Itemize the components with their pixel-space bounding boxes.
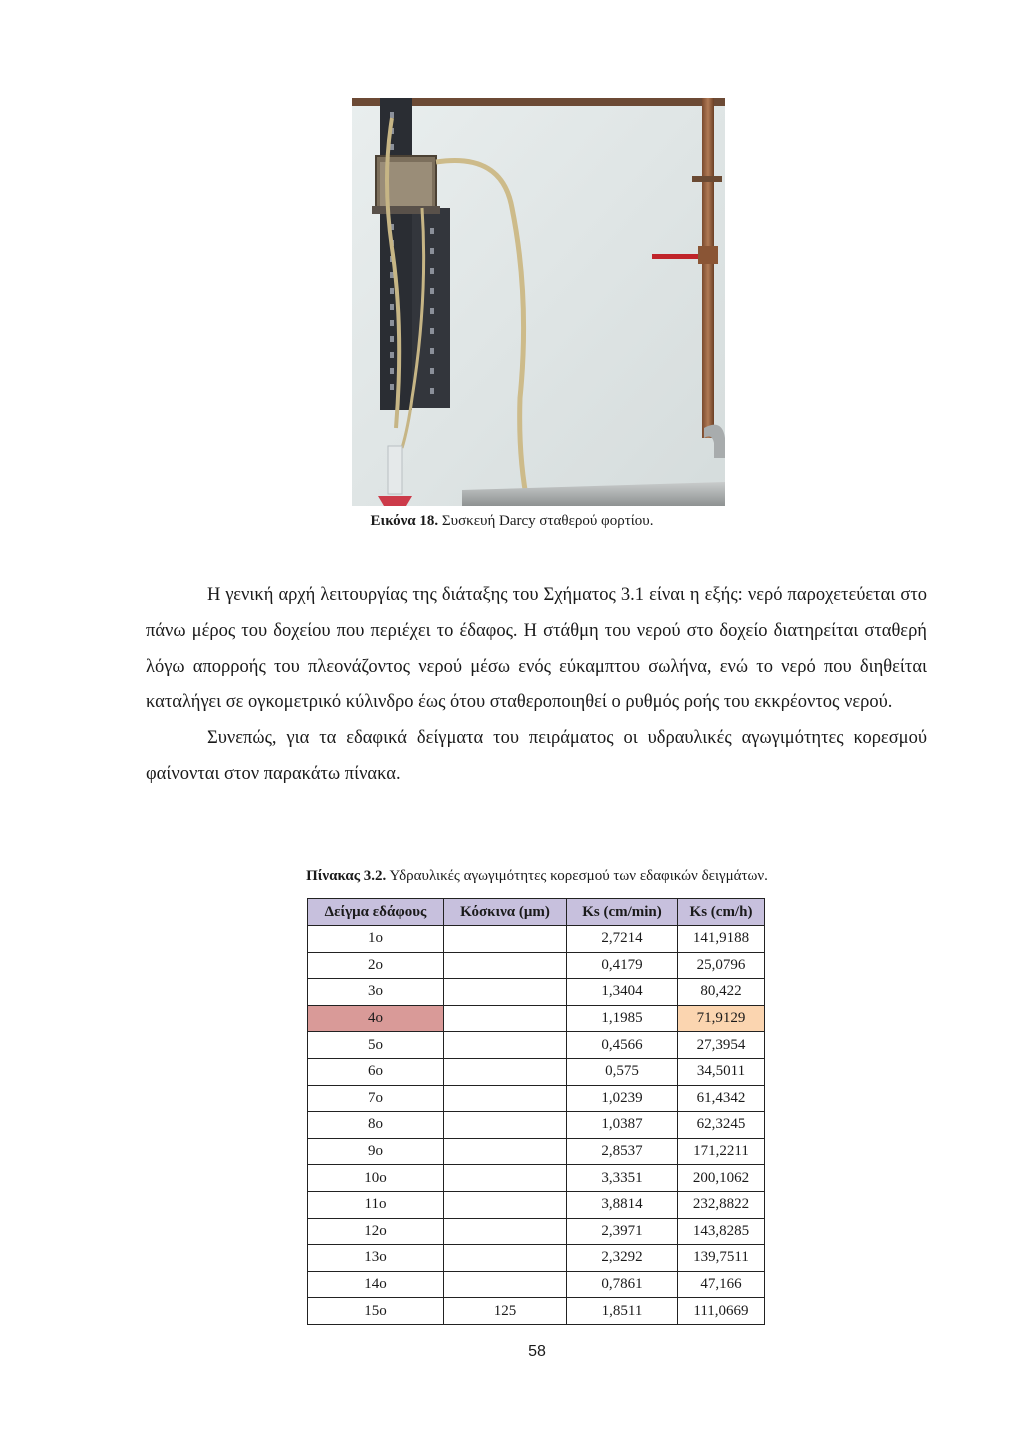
cell-ks-h: 139,7511 xyxy=(678,1245,765,1272)
table-row xyxy=(308,1058,765,1085)
table-row xyxy=(308,1245,765,1272)
cell-ks-h: 141,9188 xyxy=(678,926,765,953)
cell-ks-min: 0,4566 xyxy=(567,1032,678,1059)
cell-sample: 11ο xyxy=(308,1191,444,1218)
cell-ks-min: 2,3971 xyxy=(567,1218,678,1245)
darcy-apparatus-photo xyxy=(352,98,725,506)
figure-caption-text: Συσκευή Darcy σταθερού φορτίου. xyxy=(441,513,654,529)
table-row xyxy=(308,1138,765,1165)
cell-sample: 10ο xyxy=(308,1165,444,1192)
header-ks-min: Ks (cm/min) xyxy=(567,899,678,926)
cell-sample: 12ο xyxy=(308,1218,444,1245)
table-row xyxy=(308,1032,765,1059)
cell-ks-h: 232,8822 xyxy=(678,1191,765,1218)
cell-sample: 6ο xyxy=(308,1058,444,1085)
cell-ks-h: 27,3954 xyxy=(678,1032,765,1059)
table-caption xyxy=(0,868,1024,885)
cell-sieve xyxy=(444,1271,567,1298)
cell-ks-h: 47,166 xyxy=(678,1271,765,1298)
table-row xyxy=(308,1005,765,1032)
cell-ks-h: 25,0796 xyxy=(678,952,765,979)
cell-ks-h: 61,4342 xyxy=(678,1085,765,1112)
cell-sieve xyxy=(444,1032,567,1059)
cell-sample: 15ο xyxy=(308,1298,444,1325)
cell-sieve xyxy=(444,1085,567,1112)
table-body xyxy=(308,926,765,1325)
page-number: 58 xyxy=(528,1343,546,1360)
cell-ks-min: 0,575 xyxy=(567,1058,678,1085)
table-row xyxy=(308,1112,765,1139)
cell-ks-h: 111,0669 xyxy=(678,1298,765,1325)
header-sample: Δείγμα εδάφους xyxy=(308,899,444,926)
table-caption-text: Υδραυλικές αγωγιμότητες κορεσμού των εδαφικών δειγμάτων. xyxy=(389,868,768,884)
header-sieve: Κόσκινα (μm) xyxy=(444,899,567,926)
cell-sample: 3ο xyxy=(308,979,444,1006)
cell-sample: 4ο xyxy=(308,1005,444,1032)
table-row xyxy=(308,1165,765,1192)
cell-sieve xyxy=(444,979,567,1006)
cell-ks-min: 1,1985 xyxy=(567,1005,678,1032)
cell-sample: 9ο xyxy=(308,1138,444,1165)
table-label: Πίνακας 3.2. xyxy=(306,868,387,884)
cell-ks-min: 1,3404 xyxy=(567,979,678,1006)
cell-ks-h: 71,9129 xyxy=(678,1005,765,1032)
cell-ks-h: 34,5011 xyxy=(678,1058,765,1085)
cell-sieve xyxy=(444,1112,567,1139)
body-text xyxy=(146,578,927,793)
table-row xyxy=(308,952,765,979)
cell-ks-min: 3,3351 xyxy=(567,1165,678,1192)
cell-ks-min: 2,7214 xyxy=(567,926,678,953)
cell-sieve xyxy=(444,952,567,979)
table-header-row xyxy=(308,899,765,926)
cell-ks-min: 2,3292 xyxy=(567,1245,678,1272)
table-row xyxy=(308,1191,765,1218)
cell-sample: 8ο xyxy=(308,1112,444,1139)
cell-ks-h: 143,8285 xyxy=(678,1218,765,1245)
table-row xyxy=(308,1298,765,1325)
cell-ks-h: 200,1062 xyxy=(678,1165,765,1192)
paragraph: Η γενική αρχή λειτουργίας της διάταξης του Σχήματος 3.1 είναι η εξής: νερό παροχετεύεται στο πάνω μέρος του δοχείου που περιέχει το έδαφος. Η στάθμη του νερού στο δοχείο διατηρείται σταθερή λόγω απορροής του πλεονάζοντος νερού μέσω ενός εύκαμπτου σωλήνα, ενώ το νερό που διηθείται καταλήγει σε ογκομετρικό κύλινδρο έως ότου σταθεροποιηθεί ο ρυθμός ροής του εκκρέοντος νερού. xyxy=(146,585,927,713)
cell-sample: 14ο xyxy=(308,1271,444,1298)
cell-ks-min: 2,8537 xyxy=(567,1138,678,1165)
cell-ks-h: 80,422 xyxy=(678,979,765,1006)
cell-ks-h: 62,3245 xyxy=(678,1112,765,1139)
cell-sieve xyxy=(444,926,567,953)
cell-sieve xyxy=(444,1218,567,1245)
cell-sample: 13ο xyxy=(308,1245,444,1272)
cell-ks-min: 0,4179 xyxy=(567,952,678,979)
cell-ks-min: 3,8814 xyxy=(567,1191,678,1218)
cell-ks-min: 1,0387 xyxy=(567,1112,678,1139)
header-ks-h: Ks (cm/h) xyxy=(678,899,765,926)
cell-ks-min: 1,8511 xyxy=(567,1298,678,1325)
cell-sieve xyxy=(444,1138,567,1165)
cell-sieve xyxy=(444,1058,567,1085)
cell-ks-h: 171,2211 xyxy=(678,1138,765,1165)
cell-sieve xyxy=(444,1245,567,1272)
cell-sieve xyxy=(444,1191,567,1218)
conductivity-table xyxy=(307,898,765,1325)
cell-sieve xyxy=(444,1005,567,1032)
cell-sample: 1ο xyxy=(308,926,444,953)
cell-ks-min: 0,7861 xyxy=(567,1271,678,1298)
table-row xyxy=(308,1218,765,1245)
figure-caption xyxy=(0,513,1024,530)
table-row xyxy=(308,1271,765,1298)
figure-label: Εικόνα 18. xyxy=(370,513,439,529)
cell-sample: 7ο xyxy=(308,1085,444,1112)
paragraph: Συνεπώς, για τα εδαφικά δείγματα του πειράματος οι υδραυλικές αγωγιμότητες κορεσμού φαίνονται στον παρακάτω πίνακα. xyxy=(146,728,927,784)
cell-ks-min: 1,0239 xyxy=(567,1085,678,1112)
cell-sieve xyxy=(444,1165,567,1192)
cell-sample: 5ο xyxy=(308,1032,444,1059)
table-row xyxy=(308,1085,765,1112)
cell-sample: 2ο xyxy=(308,952,444,979)
cell-sieve: 125 xyxy=(444,1298,567,1325)
table-row xyxy=(308,979,765,1006)
table-row xyxy=(308,926,765,953)
